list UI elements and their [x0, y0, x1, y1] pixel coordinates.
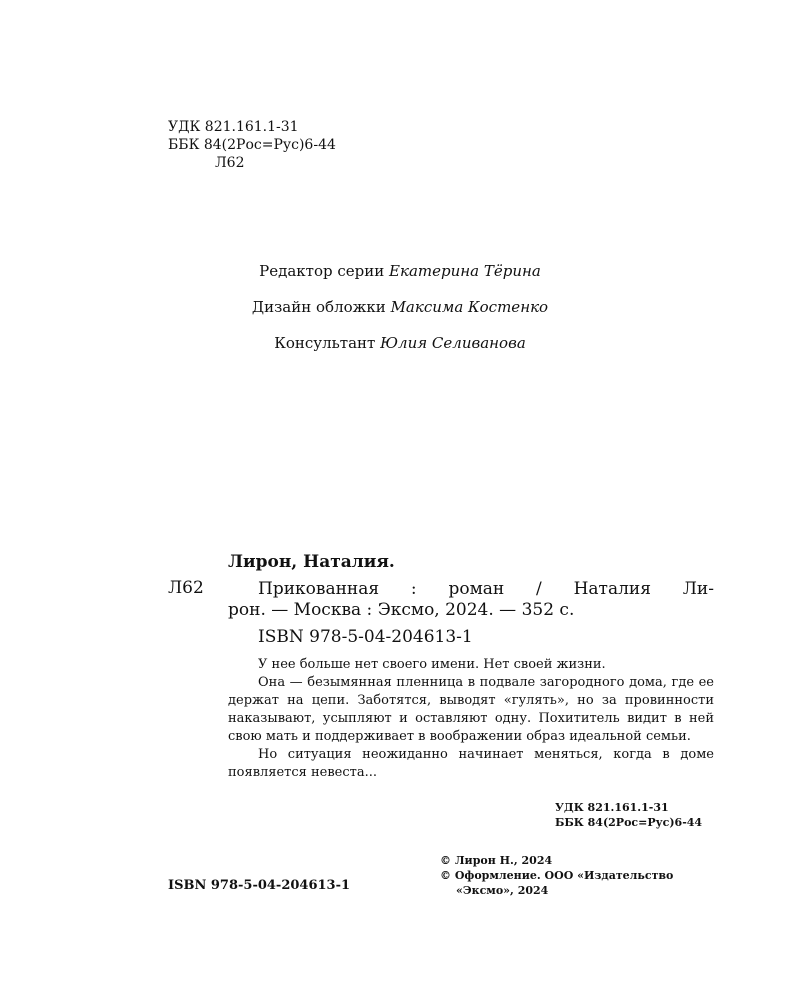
annotation: [228, 656, 714, 782]
annotation-paragraph: Но ситуация неожиданно начинает меняться, когда в доме появляется невеста...: [228, 747, 714, 780]
classification-codes-bottom: [555, 800, 702, 830]
annotation-paragraph: Она — безымянная пленница в подвале загородного дома, где ее держат на цепи. Заботятся, выводят «гулять», но за провинности наказывают, усыпляют и оставляют одну. Похититель видит в ней свою мать и поддерживает в воображении образ идеальной семьи.: [228, 675, 714, 744]
entry-title-line1: Прикованная : роман / Наталия Ли-: [258, 579, 714, 599]
credit-cover-design: [0, 298, 800, 316]
credit-person: Екатерина Тёрина: [389, 262, 541, 280]
credit-person: Максима Костенко: [390, 298, 549, 316]
credit-role: Дизайн обложки: [251, 298, 386, 316]
credit-role: Редактор серии: [259, 262, 385, 280]
entry-author: Лирон, Наталия.: [228, 552, 395, 572]
copyright-line: «Эксмо», 2024: [456, 884, 549, 897]
credit-person: Юлия Селиванова: [380, 334, 526, 352]
bbk-code: ББК 84(2Рос=Рус)6-44: [168, 137, 336, 153]
copyright-block: [440, 853, 673, 898]
credit-consultant: [0, 334, 800, 352]
author-cipher: Л62: [215, 155, 245, 171]
udk-code: УДК 821.161.1-31: [168, 119, 299, 135]
udk-code: УДК 821.161.1-31: [555, 801, 669, 814]
bbk-code: ББК 84(2Рос=Рус)6-44: [555, 816, 703, 829]
isbn-bottom: ISBN 978-5-04-204613-1: [168, 878, 351, 893]
classification-codes-top: [168, 118, 336, 172]
entry-cipher: Л62: [168, 578, 204, 598]
copyright-line: © Лирон Н., 2024: [440, 854, 553, 867]
entry-title-line2: рон. — Москва : Эксмо, 2024. — 352 с.: [228, 600, 575, 620]
credit-series-editor: [0, 262, 800, 280]
entry-isbn: ISBN 978-5-04-204613-1: [258, 627, 473, 647]
copyright-line: © Оформление. ООО «Издательство: [440, 869, 674, 882]
credit-role: Консультант: [274, 334, 376, 352]
annotation-paragraph: У нее больше нет своего имени. Нет своей жизни.: [258, 657, 606, 672]
